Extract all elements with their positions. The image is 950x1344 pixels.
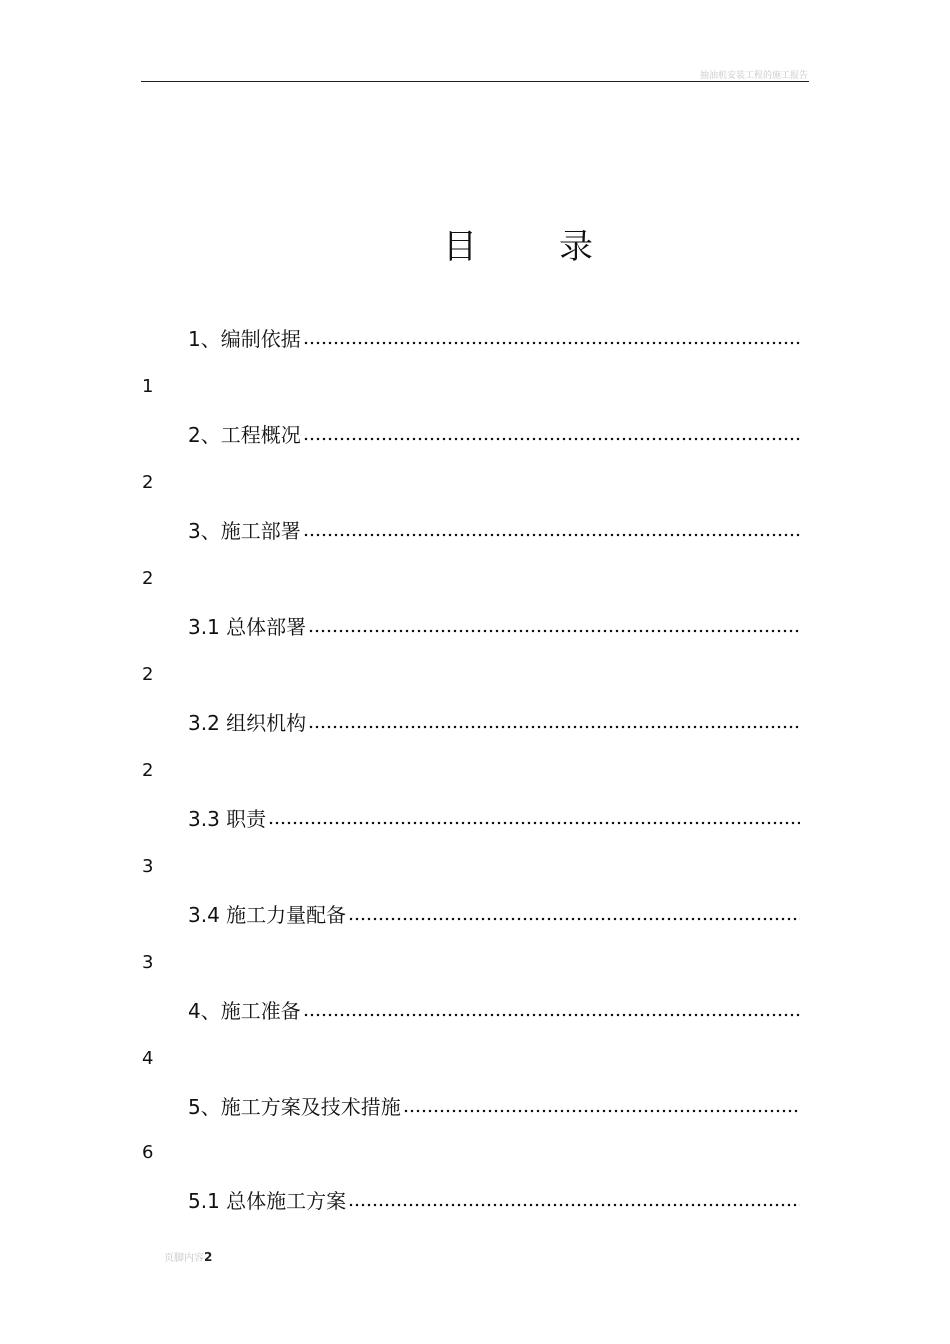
toc-page-number: 2 xyxy=(142,472,154,493)
toc-page-number: 1 xyxy=(142,376,154,397)
toc-entry-label: 3.1 总体部署 xyxy=(188,615,307,639)
toc-entry-label: 3.3 职责 xyxy=(188,807,267,831)
toc-page-number: 2 xyxy=(142,664,154,685)
toc-entry[interactable] xyxy=(188,992,802,1026)
toc-entry-label: 3.2 组织机构 xyxy=(188,711,307,735)
toc-entry-label: 1、编制依据 xyxy=(188,327,301,351)
toc-entry[interactable] xyxy=(188,512,802,546)
toc-entry-label: 4、施工准备 xyxy=(188,999,301,1023)
toc-entry[interactable] xyxy=(188,608,802,642)
toc-dot-leader xyxy=(348,917,800,921)
toc-page-number: 2 xyxy=(142,760,154,781)
toc-entry[interactable] xyxy=(188,416,802,450)
toc-dot-leader xyxy=(348,1203,800,1207)
toc-dot-leader xyxy=(268,821,800,825)
toc-entry-label: 2、工程概况 xyxy=(188,423,301,447)
header-rule xyxy=(141,81,809,82)
toc-page-number: 6 xyxy=(142,1142,154,1163)
toc-dot-leader xyxy=(403,1109,800,1113)
toc-dot-leader xyxy=(303,437,800,441)
toc-dot-leader xyxy=(303,1013,800,1017)
toc-title-char-1: 目 xyxy=(443,227,477,267)
footer-page-number: 2 xyxy=(204,1250,213,1264)
page-footer xyxy=(164,1249,212,1264)
toc-page-number: 3 xyxy=(142,952,154,973)
toc-entry[interactable] xyxy=(188,320,802,354)
toc-dot-leader xyxy=(303,533,800,537)
toc-dot-leader xyxy=(303,341,800,345)
toc-dot-leader xyxy=(308,725,800,729)
toc-dot-leader xyxy=(308,629,800,633)
toc-title xyxy=(443,224,593,270)
toc-page-number: 3 xyxy=(142,856,154,877)
toc-entry[interactable] xyxy=(188,704,802,738)
running-header: 抽油机安装工程的施工报告 xyxy=(699,71,808,81)
toc-entry[interactable] xyxy=(188,1088,802,1122)
footer-label: 页脚内容 xyxy=(164,1253,204,1264)
toc-entry-label: 5.1 总体施工方案 xyxy=(188,1189,347,1213)
toc-entry-label: 3.4 施工力量配备 xyxy=(188,903,347,927)
toc-entry[interactable] xyxy=(188,800,802,834)
toc-page-number: 4 xyxy=(142,1048,154,1069)
toc-entry-label: 5、施工方案及技术措施 xyxy=(188,1095,401,1119)
toc-title-char-2: 录 xyxy=(559,227,593,267)
toc-entry[interactable] xyxy=(188,896,802,930)
toc-entry-label: 3、施工部署 xyxy=(188,519,301,543)
toc-page-number: 2 xyxy=(142,568,154,589)
toc-entry[interactable] xyxy=(188,1182,802,1216)
